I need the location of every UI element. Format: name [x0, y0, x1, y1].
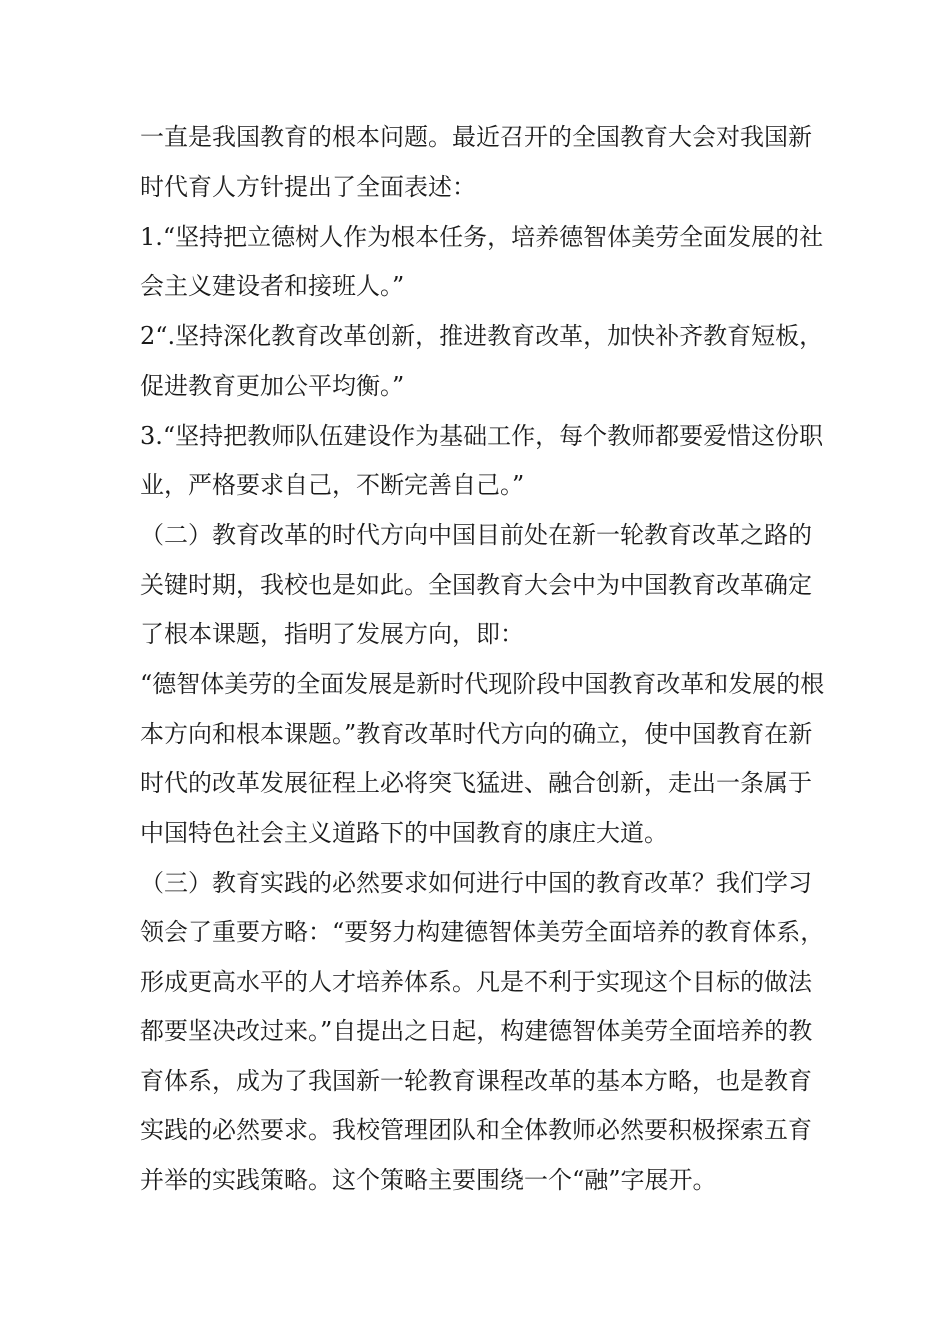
paragraph-quote: “德智体美劳的全面发展是新时代现阶段中国教育改革和发展的根本方向和根本课题。”教育改革时代方向的确立，使中国教育在新时代的改革发展征程上必将突飞猛进、融合创新，走出一条属于中国特色社会主义道路下的中国教育的康庄大道。: [140, 670, 825, 847]
document-body: [140, 113, 830, 1206]
paragraph-intro: 一直是我国教育的根本问题。最近召开的全国教育大会对我国新时代育人方针提出了全面表述：: [140, 123, 812, 201]
paragraph-section-2: （二）教育改革的时代方向中国目前处在新一轮教育改革之路的关键时期，我校也是如此。全国教育大会中为中国教育改革确定了根本课题，指明了发展方向，即：: [140, 521, 812, 648]
paragraph-item-2: 2“.坚持深化教育改革创新，推进教育改革，加快补齐教育短板，促进教育更加公平均衡。”: [140, 322, 824, 400]
paragraph-section-3: （三）教育实践的必然要求如何进行中国的教育改革？我们学习领会了重要方略：“要努力构建德智体美劳全面培养的教育体系，形成更高水平的人才培养体系。凡是不利于实现这个目标的做法都要坚决改过来。”自提出之日起，构建德智体美劳全面培养的教育体系，成为了我国新一轮教育课程改革的基本方略，也是教育实践的必然要求。我校管理团队和全体教师必然要积极探索五育并举的实践策略。这个策略主要围绕一个“融”字展开。: [140, 868, 825, 1194]
paragraph-item-3: 3.“坚持把教师队伍建设作为基础工作，每个教师都要爱惜这份职业，严格要求自己，不断完善自己。”: [140, 421, 824, 499]
paragraph-item-1: 1.“坚持把立德树人作为根本任务，培养德智体美劳全面发展的社会主义建设者和接班人。”: [140, 222, 824, 300]
